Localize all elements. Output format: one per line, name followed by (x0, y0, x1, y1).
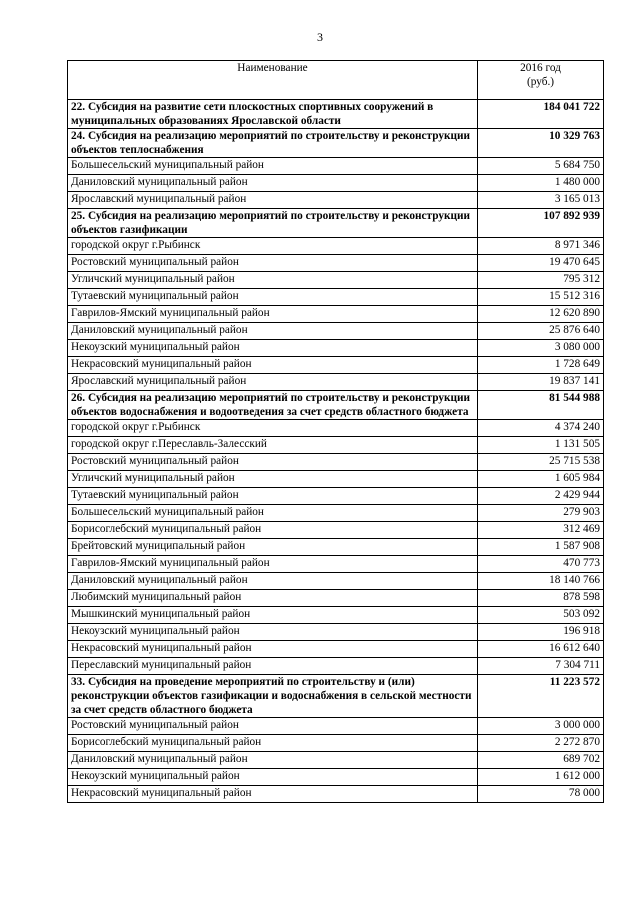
amount-value: 18 140 766 (478, 573, 604, 590)
amount-value: 2 272 870 (478, 735, 604, 752)
amount-value: 878 598 (478, 590, 604, 607)
municipality-name: Даниловский муниципальный район (68, 752, 478, 769)
municipality-name: Мышкинский муниципальный район (68, 607, 478, 624)
municipality-name: Даниловский муниципальный район (68, 323, 478, 340)
section-title: 26. Субсидия на реализацию мероприятий по строительству и реконструкции объектов водоснабжения и водоотведения за счет средств областного бюджета (68, 391, 478, 420)
table-row (68, 488, 604, 505)
amount-value: 15 512 316 (478, 289, 604, 306)
municipality-name: Любимский муниципальный район (68, 590, 478, 607)
table-body (68, 100, 604, 803)
municipality-name: городской округ г.Рыбинск (68, 420, 478, 437)
table-row (68, 192, 604, 209)
subsidy-section-row (68, 129, 604, 158)
section-title: 25. Субсидия на реализацию мероприятий по строительству и реконструкции объектов газификации (68, 209, 478, 238)
amount-value: 19 837 141 (478, 374, 604, 391)
municipality-name: Гаврилов-Ямский муниципальный район (68, 306, 478, 323)
subsidy-section-row (68, 209, 604, 238)
municipality-name: Ярославский муниципальный район (68, 374, 478, 391)
amount-value: 1 131 505 (478, 437, 604, 454)
table-row (68, 786, 604, 803)
table-row (68, 323, 604, 340)
table-row (68, 539, 604, 556)
table-row (68, 590, 604, 607)
municipality-name: Ростовский муниципальный район (68, 255, 478, 272)
header-year (478, 61, 604, 100)
table-row (68, 522, 604, 539)
municipality-name: Некрасовский муниципальный район (68, 357, 478, 374)
header-year-label: 2016 год (520, 62, 561, 74)
subsidy-section-row (68, 675, 604, 718)
header-unit-label: (руб.) (526, 76, 555, 88)
table-row (68, 607, 604, 624)
municipality-name: Большесельский муниципальный район (68, 158, 478, 175)
table-row (68, 175, 604, 192)
table-row (68, 735, 604, 752)
table-row (68, 272, 604, 289)
amount-value: 78 000 (478, 786, 604, 803)
amount-value: 3 080 000 (478, 340, 604, 357)
municipality-name: Большесельский муниципальный район (68, 505, 478, 522)
municipality-name: городской округ г.Рыбинск (68, 238, 478, 255)
municipality-name: Угличский муниципальный район (68, 272, 478, 289)
municipality-name: Гаврилов-Ямский муниципальный район (68, 556, 478, 573)
municipality-name: Некоузский муниципальный район (68, 340, 478, 357)
amount-value: 2 429 944 (478, 488, 604, 505)
section-total: 10 329 763 (478, 129, 604, 158)
municipality-name: Ростовский муниципальный район (68, 454, 478, 471)
amount-value: 5 684 750 (478, 158, 604, 175)
amount-value: 7 304 711 (478, 658, 604, 675)
amount-value: 795 312 (478, 272, 604, 289)
table-header-row (68, 61, 604, 100)
table-row (68, 357, 604, 374)
table-row (68, 437, 604, 454)
amount-value: 1 728 649 (478, 357, 604, 374)
table-row (68, 658, 604, 675)
amount-value: 1 605 984 (478, 471, 604, 488)
amount-value: 25 876 640 (478, 323, 604, 340)
section-title: 22. Субсидия на развитие сети плоскостных спортивных сооружений в муниципальных образованиях Ярославской области (68, 100, 478, 129)
section-total: 107 892 939 (478, 209, 604, 238)
municipality-name: Некрасовский муниципальный район (68, 786, 478, 803)
amount-value: 312 469 (478, 522, 604, 539)
subsidy-table (67, 60, 604, 803)
amount-value: 25 715 538 (478, 454, 604, 471)
table-row (68, 556, 604, 573)
table-row (68, 718, 604, 735)
amount-value: 689 702 (478, 752, 604, 769)
section-total: 184 041 722 (478, 100, 604, 129)
municipality-name: Ярославский муниципальный район (68, 192, 478, 209)
table-row (68, 769, 604, 786)
amount-value: 470 773 (478, 556, 604, 573)
table-row (68, 238, 604, 255)
municipality-name: Борисоглебский муниципальный район (68, 735, 478, 752)
amount-value: 16 612 640 (478, 641, 604, 658)
municipality-name: Ростовский муниципальный район (68, 718, 478, 735)
amount-value: 3 165 013 (478, 192, 604, 209)
amount-value: 1 480 000 (478, 175, 604, 192)
section-total: 81 544 988 (478, 391, 604, 420)
table-row (68, 289, 604, 306)
table-row (68, 255, 604, 272)
table-row (68, 641, 604, 658)
amount-value: 503 092 (478, 607, 604, 624)
table-row (68, 471, 604, 488)
table-row (68, 306, 604, 323)
municipality-name: Борисоглебский муниципальный район (68, 522, 478, 539)
section-title: 24. Субсидия на реализацию мероприятий по строительству и реконструкции объектов теплоснабжения (68, 129, 478, 158)
amount-value: 8 971 346 (478, 238, 604, 255)
municipality-name: Тутаевский муниципальный район (68, 289, 478, 306)
amount-value: 3 000 000 (478, 718, 604, 735)
amount-value: 196 918 (478, 624, 604, 641)
header-name: Наименование (68, 61, 478, 100)
page-number: 3 (317, 30, 323, 44)
municipality-name: Переславский муниципальный район (68, 658, 478, 675)
table-row (68, 573, 604, 590)
municipality-name: Угличский муниципальный район (68, 471, 478, 488)
subsidy-section-row (68, 100, 604, 129)
table-row (68, 752, 604, 769)
municipality-name: Некрасовский муниципальный район (68, 641, 478, 658)
municipality-name: Тутаевский муниципальный район (68, 488, 478, 505)
municipality-name: Даниловский муниципальный район (68, 573, 478, 590)
table-row (68, 374, 604, 391)
municipality-name: Некоузский муниципальный район (68, 624, 478, 641)
amount-value: 279 903 (478, 505, 604, 522)
amount-value: 1 587 908 (478, 539, 604, 556)
amount-value: 19 470 645 (478, 255, 604, 272)
table-row (68, 624, 604, 641)
municipality-name: Брейтовский муниципальный район (68, 539, 478, 556)
municipality-name: Некоузский муниципальный район (68, 769, 478, 786)
municipality-name: Даниловский муниципальный район (68, 175, 478, 192)
municipality-name: городской округ г.Переславль-Залесский (68, 437, 478, 454)
amount-value: 4 374 240 (478, 420, 604, 437)
section-total: 11 223 572 (478, 675, 604, 718)
table-row (68, 454, 604, 471)
table-row (68, 158, 604, 175)
amount-value: 1 612 000 (478, 769, 604, 786)
section-title: 33. Субсидия на проведение мероприятий по строительству и (или) реконструкции объектов газификации и водоснабжения в сельской местности за счет средств областного бюджета (68, 675, 478, 718)
subsidy-section-row (68, 391, 604, 420)
table-row (68, 340, 604, 357)
amount-value: 12 620 890 (478, 306, 604, 323)
table-row (68, 420, 604, 437)
table-row (68, 505, 604, 522)
